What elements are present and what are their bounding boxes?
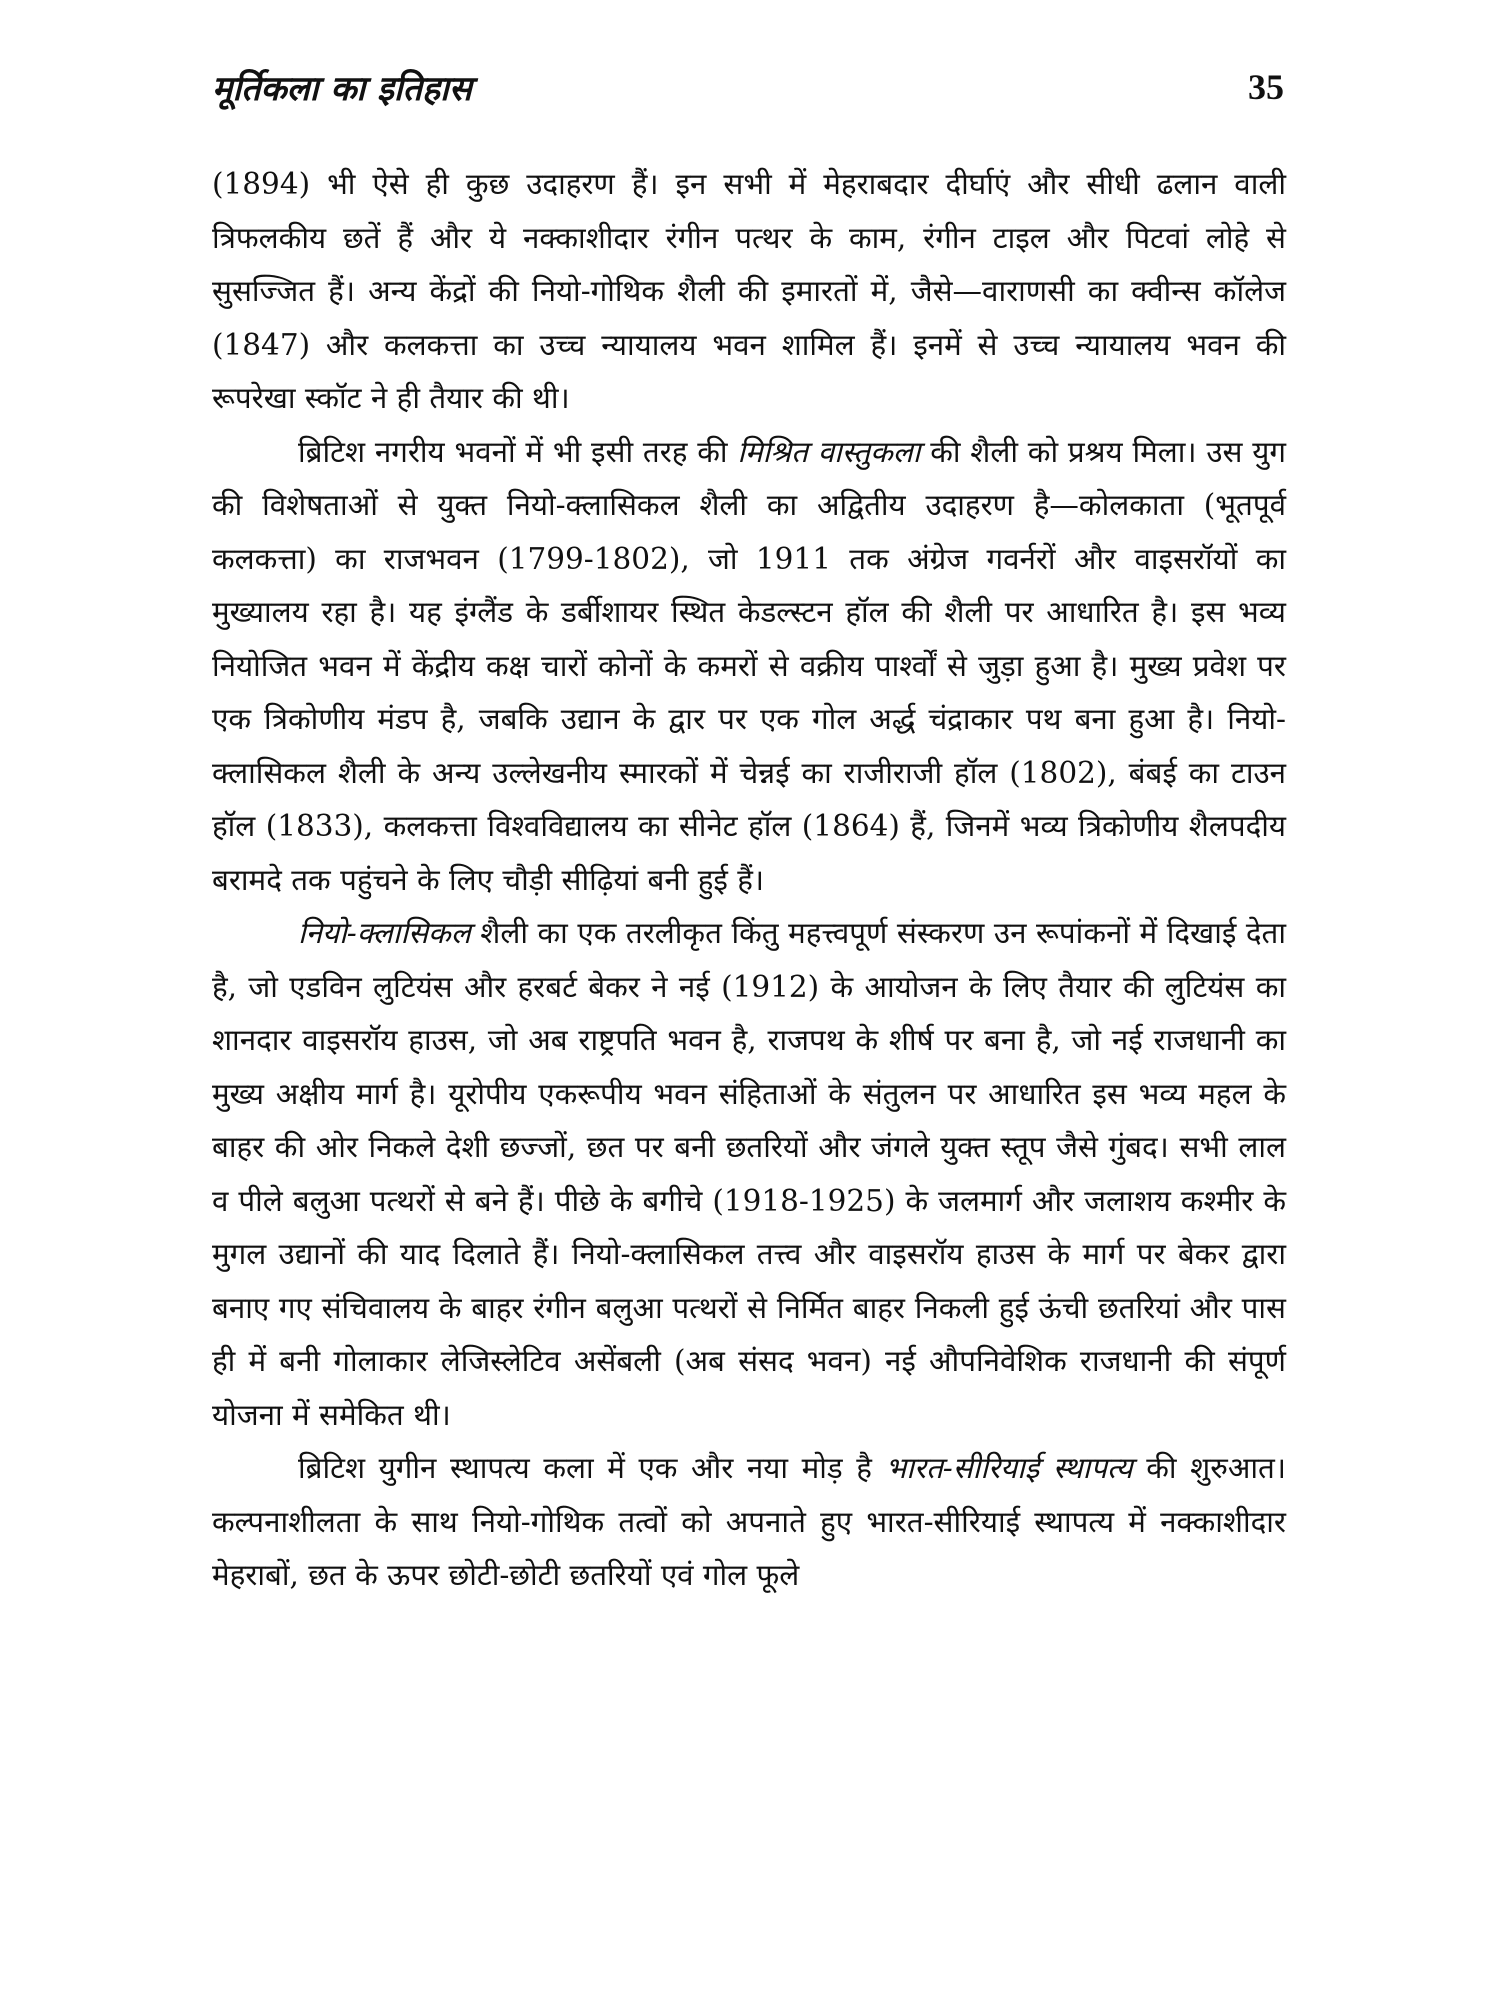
- text-run: (1894) भी ऐसे ही कुछ उदाहरण हैं। इन सभी में मेहराबदार दीर्घाएं और सीधी ढलान वाली त्रिफलकीय छतें हैं और ये नक्काशीदार रंगीन पत्थर के काम, रंगीन टाइल और पिटवां लोहे से सुसज्जित हैं। अन्य केंद्रों की नियो-गोथिक शैली की इमारतों में, जैसे—वाराणसी का क्वीन्स कॉलेज (1847) और कलकत्ता का उच्च न्यायालय भवन शामिल हैं। इनमें से उच्च न्यायालय भवन की रूपरेखा स्कॉट ने ही तैयार की थी।: [212, 167, 1286, 415]
- paragraph: [212, 158, 1286, 426]
- paragraph: [212, 426, 1286, 908]
- italic-term: भारत-सीरियाई स्थापत्य: [885, 1451, 1133, 1485]
- text-run: ब्रिटिश युगीन स्थापत्य कला में एक और नया मोड़ है: [298, 1451, 886, 1485]
- running-title: मूर्तिकला का इतिहास: [212, 69, 472, 109]
- text-run: ब्रिटिश नगरीय भवनों में भी इसी तरह की: [298, 434, 738, 469]
- body-text: [212, 158, 1286, 1603]
- italic-term: मिश्रित वास्तुकला: [737, 434, 921, 469]
- text-run: की शुरुआत। कल्पनाशीलता के साथ नियो-गोथिक तत्वों को अपनाते हुए भारत-सीरियाई स्थापत्य में नक्काशीदार मेहराबों, छत के ऊपर छोटी-छोटी छतरियों एवं गोल फूले: [212, 1451, 1286, 1592]
- text-run: शैली का एक तरलीकृत किंतु महत्त्वपूर्ण संस्करण उन रूपांकनों में दिखाई देता है, जो एडविन लुटियंस और हरबर्ट बेकर ने नई (1912) के आयोजन के लिए तैयार की लुटियंस का शानदार वाइसरॉय हाउस, जो अब राष्ट्रपति भवन है, राजपथ के शीर्ष पर बना है, जो नई राजधानी का मुख्य अक्षीय मार्ग है। यूरोपीय एकरूपीय भवन संहिताओं के संतुलन पर आधारित इस भव्य महल के बाहर की ओर निकले देशी छज्जों, छत पर बनी छतरियों और जंगले युक्त स्तूप जैसे गुंबद। सभी लाल व पीले बलुआ पत्थरों से बने हैं। पीछे के बगीचे (1918-1925) के जलमार्ग और जलाशय कश्मीर के मुगल उद्यानों की याद दिलाते हैं। नियो-क्लासिकल तत्त्व और वाइसरॉय हाउस के मार्ग पर बेकर द्वारा बनाए गए संचिवालय के बाहर रंगीन बलुआ पत्थरों से निर्मित बाहर निकली हुई ऊंची छतरियां और पास ही में बनी गोलाकार लेजिस्लेटिव असेंबली (अब संसद भवन) नई औपनिवेशिक राजधानी की संपूर्ण योजना में समेकित थी।: [212, 916, 1287, 1432]
- paragraph: [212, 1442, 1286, 1603]
- text-run: की शैली को प्रश्रय मिला। उस युग की विशेषताओं से युक्त नियो-क्लासिकल शैली का अद्वितीय उदाहरण है—कोलकाता (भूतपूर्व कलकत्ता) का राजभवन (1799-1802), जो 1911 तक अंग्रेज गवर्नरों और वाइसरॉयों का मुख्यालय रहा है। यह इंग्लैंड के डर्बीशायर स्थित केडल्स्टन हॉल की शैली पर आधारित है। इस भव्य नियोजित भवन में केंद्रीय कक्ष चारों कोनों के कमरों से वक्रीय पार्श्वों से जुड़ा हुआ है। मुख्य प्रवेश पर एक त्रिकोणीय मंडप है, जबकि उद्यान के द्वार पर एक गोल अर्द्ध चंद्राकार पथ बना हुआ है। नियो-क्लासिकल शैली के अन्य उल्लेखनीय स्मारकों में चेन्नई का राजीराजी हॉल (1802), बंबई का टाउन हॉल (1833), कलकत्ता विश्वविद्यालय का सीनेट हॉल (1864) हैं, जिनमें भव्य त्रिकोणीय शैलपदीय बरामदे तक पहुंचने के लिए चौड़ी सीढ़ियां बनी हुई हैं।: [212, 434, 1286, 897]
- paragraph: [212, 907, 1286, 1442]
- italic-term: नियो-क्लासिकल: [298, 916, 471, 950]
- page-number: 35: [1248, 67, 1284, 107]
